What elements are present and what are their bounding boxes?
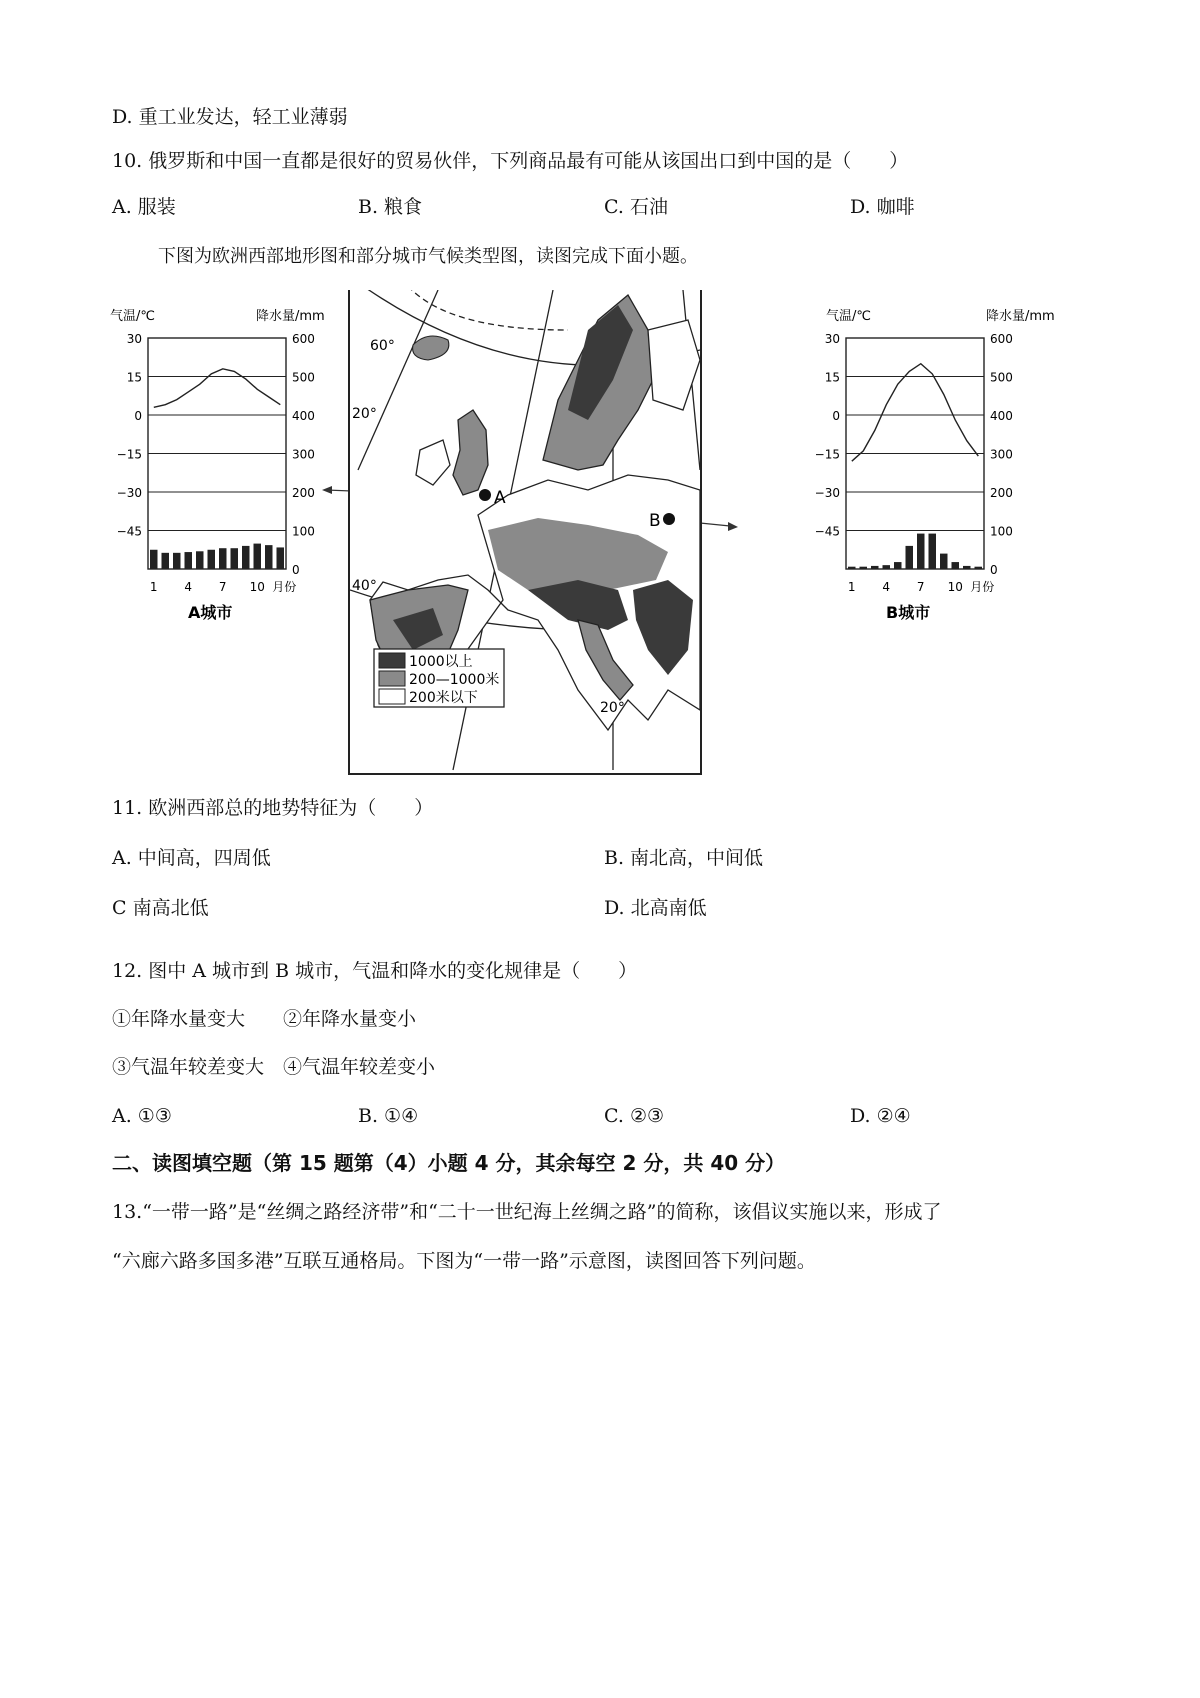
temp-tick-label: −45 [814,524,840,539]
precip-bar [150,550,158,569]
city-b-dot [663,513,675,525]
q12-statements-1: ①年降水量变大 ②年降水量变小 [112,1008,417,1030]
temp-tick-label: 30 [824,332,840,346]
precip-bar [860,567,868,569]
arrow-a-head [322,486,332,494]
temp-tick-label: 15 [126,370,142,385]
temp-tick-label: −15 [116,447,142,462]
q10-option-a: A. 服装 [112,196,176,218]
q10-option-d: D. 咖啡 [850,196,915,218]
precip-tick-label: 0 [292,563,300,577]
climate-chart-b [815,308,1055,622]
precip-tick-label: 400 [292,409,315,423]
q12-option-b: B. ①④ [358,1105,419,1127]
q12-statements-2: ③气温年较差变大 ④气温年较差变小 [112,1056,436,1078]
precip-tick-label: 500 [292,370,315,385]
question-13-line-1: 13.“一带一路”是“丝绸之路经济带”和“二十一世纪海上丝绸之路”的简称，该倡议实施以来，形成了 [112,1201,942,1223]
precip-bar [906,546,914,569]
city-a-label: A [494,488,506,508]
chart-a-months [150,580,296,594]
precip-bar [952,562,960,569]
month-tick-label: 4 [184,580,193,594]
precip-bar [208,550,216,569]
europe-figure [108,290,1098,775]
precip-bar [871,566,879,569]
figure-intro: 下图为欧洲西部地形图和部分城市气候类型图，读图完成下面小题。 [158,246,698,267]
legend-mid-label: 200—1000米 [409,672,500,688]
chart-b-temp-label: 气温/℃ [826,309,871,324]
chart-a-grid [148,338,286,569]
month-tick-label: 10 [947,580,963,594]
chart-a-precip-label: 降水量/mm [256,309,325,324]
temp-tick-label: 0 [832,409,840,423]
precip-bar [173,553,181,569]
temp-tick-label: −15 [814,447,840,462]
q11-option-d: D. 北高南低 [604,897,707,919]
q11-option-c: C 南高北低 [112,897,209,919]
q10-option-b: B. 粮食 [358,196,423,218]
temp-tick-label: −30 [116,486,142,500]
precip-tick-label: 300 [990,447,1013,462]
q11-option-a: A. 中间高，四周低 [112,847,271,869]
q9-option-d: D. 重工业发达，轻工业薄弱 [112,106,348,128]
figure-svg [108,290,1098,775]
precip-tick-label: 500 [990,370,1013,385]
precip-bar [894,562,902,569]
precip-tick-label: 0 [990,563,998,577]
legend-swatch-mid [379,671,405,686]
precip-bar [975,567,983,569]
month-tick-label: 4 [882,580,891,594]
city-b-label: B [649,511,661,531]
precip-bar [277,547,285,569]
chart-a-bars [150,544,284,569]
arrow-b-head [728,522,738,531]
precip-tick-label: 100 [292,524,315,539]
precip-bar [883,565,891,569]
question-13-line-2: “六廊六路多国多港”互联互通格局。下图为“一带一路”示意图，读图回答下列问题。 [112,1250,816,1272]
precip-bar [254,544,262,569]
q12-option-d: D. ②④ [850,1105,911,1127]
month-tick-label: 7 [218,580,227,594]
temp-tick-label: −30 [814,486,840,500]
precip-bar [848,567,856,569]
precip-tick-label: 100 [990,524,1013,539]
chart-b-bars [848,534,982,569]
month-tick-label: 7 [916,580,925,594]
month-tick-label: 月份 [970,580,995,594]
legend-low-label: 200米以下 [409,690,478,706]
precip-tick-label: 200 [292,486,315,500]
month-tick-label: 1 [847,580,856,594]
question-11: 11. 欧洲西部总的地势特征为（ ） [112,797,434,819]
chart-a-temp-line [154,369,280,408]
chart-b-temp-line [852,364,979,462]
question-12: 12. 图中 A 城市到 B 城市，气温和降水的变化规律是（ ） [112,960,638,982]
precip-tick-label: 600 [990,332,1013,346]
lon-20-left-label: 20° [352,406,377,422]
chart-a-caption: A城市 [188,603,233,622]
precip-bar [265,545,273,569]
precip-bar [196,551,204,569]
precip-bar [929,534,937,569]
chart-a-temp-label: 气温/℃ [110,309,155,324]
city-a-dot [479,489,491,501]
month-tick-label: 10 [249,580,265,594]
temp-tick-label: 15 [824,370,840,385]
lat-40-label: 40° [352,578,377,594]
precip-bar [231,548,239,569]
temp-tick-label: 30 [126,332,142,346]
precip-tick-label: 300 [292,447,315,462]
map-legend [374,649,504,707]
chart-b-months [848,580,994,594]
legend-swatch-low [379,689,405,704]
precip-bar [940,554,948,569]
temp-tick-label: −45 [116,524,142,539]
q11-option-b: B. 南北高，中间低 [604,847,764,869]
chart-a-ticks [117,332,315,577]
legend-high-label: 1000以上 [409,654,473,670]
precip-bar [185,552,193,569]
lat-60-label: 60° [370,338,395,354]
precip-tick-label: 400 [990,409,1013,423]
precip-bar [219,548,227,569]
precip-bar [162,553,170,569]
chart-b-caption: B城市 [886,603,931,622]
q10-option-c: C. 石油 [604,196,668,218]
lon-20-bottom-label: 20° [600,700,625,716]
chart-b-precip-label: 降水量/mm [986,309,1055,324]
precip-bar [242,546,250,569]
month-tick-label: 月份 [272,580,297,594]
precip-bar [963,566,971,569]
month-tick-label: 1 [149,580,158,594]
section-2-heading: 二、读图填空题（第 15 题第（4）小题 4 分，其余每空 2 分，共 40 分） [112,1151,786,1175]
legend-swatch-high [379,653,405,668]
temp-tick-label: 0 [134,409,142,423]
chart-b-grid [846,338,984,569]
q12-option-a: A. ①③ [112,1105,172,1127]
precip-tick-label: 600 [292,332,315,346]
precip-tick-label: 200 [990,486,1013,500]
q12-option-c: C. ②③ [604,1105,665,1127]
climate-chart-a [110,308,325,622]
question-10: 10. 俄罗斯和中国一直都是很好的贸易伙伴，下列商品最有可能从该国出口到中国的是（ ） [112,150,909,172]
precip-bar [917,534,925,569]
europe-terrain-map [349,290,701,774]
